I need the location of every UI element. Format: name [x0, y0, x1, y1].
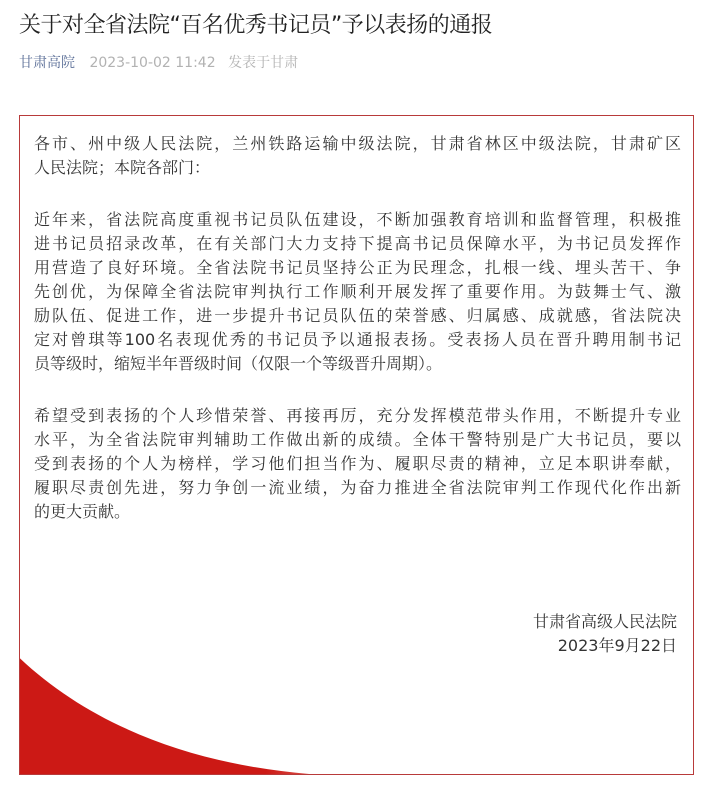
paragraph-line: 先创优，为保障全省法院审判执行工作顺利开展发挥了重要作用。为鼓舞士气、激 — [34, 282, 681, 301]
notice-card — [19, 115, 694, 775]
article-meta — [19, 52, 298, 72]
paragraph-line: 用营造了良好环境。全省法院书记员坚持公正为民理念，扎根一线、埋头苦干、争 — [34, 258, 681, 277]
publish-time: 2023-10-02 11:42 — [89, 55, 216, 71]
paragraph-line: 希望受到表扬的个人珍惜荣誉、再接再厉，充分发挥模范带头作用，不断提升专业 — [34, 406, 681, 425]
publish-location: 发表于甘肃 — [228, 55, 299, 71]
paragraph-line: 进书记员招录改革，在有关部门大力支持下提高书记员保障水平，为书记员发挥作 — [34, 234, 681, 253]
account-name-link[interactable]: 甘肃高院 — [19, 55, 75, 71]
paragraph — [34, 132, 681, 180]
paragraph-line: 励队伍、促进工作，进一步提升书记员队伍的荣誉感、归属感、成就感，省法院决 — [34, 306, 681, 325]
article-title: 关于对全省法院“百名优秀书记员”予以表扬的通报 — [19, 13, 493, 38]
paragraph-line: 定对曾琪等100名表现优秀的书记员予以通报表扬。受表扬人员在晋升聘用制书记 — [34, 330, 681, 349]
issue-date: 2023年9月22日 — [557, 636, 677, 655]
paragraph-line: 各市、州中级人民法院，兰州铁路运输中级法院，甘肃省林区中级法院，甘肃矿区 — [34, 134, 681, 153]
signature-block — [533, 610, 677, 658]
paragraph-line: 近年来，省法院高度重视书记员队伍建设，不断加强教育培训和监督管理，积极推 — [34, 210, 681, 229]
paragraph-line: 水平，为全省法院审判辅助工作做出新的成绩。全体干警特别是广大书记员，要以 — [34, 430, 681, 449]
paragraph-line: 员等级时，缩短半年晋级时间（仅限一个等级晋升周期）。 — [34, 354, 443, 373]
paragraph — [34, 404, 681, 524]
paragraph-line: 人民法院；本院各部门： — [34, 158, 211, 177]
issuer: 甘肃省高级人民法院 — [532, 612, 677, 631]
paragraph-line: 履职尽责创先进，努力争创一流业绩，为奋力推进全省法院审判工作现代化作出新 — [34, 478, 681, 497]
paragraph-line: 的更大贡献。 — [34, 502, 131, 521]
paragraph — [34, 208, 681, 376]
notice-body — [34, 132, 681, 552]
paragraph-line: 受到表扬的个人为榜样，学习他们担当作为、履职尽责的精神，立足本职讲奉献， — [34, 454, 681, 473]
